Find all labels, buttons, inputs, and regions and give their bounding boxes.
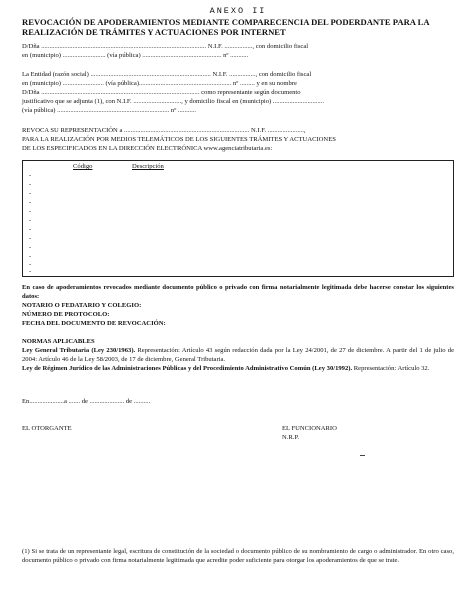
norms-heading: NORMAS APLICABLES [22,338,95,345]
entity-line: en (municipio) ......................... (vía pública)........................................................ nº ......... y en su nombre [22,80,297,87]
procedures-table [22,160,454,277]
revocation-note: En caso de apoderamientos revocados mediante documento público o privado con firma notarialmente legitimada debe hacerse constar los siguientes datos: [22,284,454,300]
norm-title: Ley de Régimen Jurídico de las Administraciones Públicas y del Procedimiento Administrativo Común (Ley 30/1992). [22,365,353,372]
stray-mark [360,455,365,456]
annex-heading: ANEXO II [209,6,267,16]
footnote: (1) Si se trata de un representante legal, escritura de constitución de la sociedad o documento público de su nombramiento de cargo o administrador. En otro caso, documento público o privado con firma notarialmente legitimada que acredite poder suficiente para otorgar los apoderamientos de que se trate. [22,548,454,564]
norm-regimen-juridico [22,365,454,374]
description-column-header: Descripción [132,163,164,170]
table-row: - [29,208,32,215]
table-row: - [29,253,32,260]
norm-general-tributaria [22,347,454,364]
norm-title: Ley General Tributaria (Ley 230/1963). [22,347,136,354]
table-row: - [29,244,32,251]
grantor-signature-label: EL OTORGANTE [22,425,72,432]
table-row: - [29,261,32,268]
official-signature-label: EL FUNCIONARIO [282,425,337,432]
table-row: - [29,190,32,197]
protocol-label: NÚMERO DE PROTOCOLO: [22,311,110,318]
norm-text: Representación: Artículo 43 según redacción dada por la Ley 24/2001, de 27 de diciembre. A partir del 1 de julio de 2004: Artículo 46 de la Ley 58/2003, de 17 de diciembre, General Tributaria. [22,347,454,363]
entity-line: D/Dña ................................................................................................ como representante según documento [22,89,301,96]
place-date-line: En.....................a ....... de ..................... de .......... [22,398,151,405]
table-row: - [29,199,32,206]
table-row: - [29,226,32,233]
norm-text: Representación: Artículo 32. [352,365,430,372]
code-column-header: Código [73,163,93,170]
entity-line: justificativo que se adjunta (1), con N.I.F. ............................., y domicilio fiscal en (municipio) ............................... [22,98,325,105]
grantor-line: D/Dña .................................................................................................... N.I.F. ................., con domicilio fiscal [22,43,309,50]
notary-label: NOTARIO O FEDATARIO Y COLEGIO: [22,302,142,309]
revoke-line: DE LOS ESPECIFICADOS EN LA DIRECCIÓN ELECTRÓNICA www.agenciatributaria.es: [22,145,273,152]
nrp-label: N.R.P. [282,434,300,441]
revoke-line: REVOCA SU REPRESENTACIÓN a ............................................................................ N.I.F. ......................, [22,127,306,134]
table-row: - [29,268,32,275]
revoke-line: PARA LA REALIZACIÓN POR MEDIOS TELEMÁTICOS DE LOS SIGUIENTES TRÁMITES Y ACTUACIONES [22,136,336,143]
table-row: - [29,235,32,242]
grantor-line: en (municipio) .......................... (vía pública) ................................................ nº ........... [22,52,249,59]
table-row: - [29,217,32,224]
entity-line: (vía pública) .................................................................... nº ........... [22,107,197,114]
document-title: REVOCACIÓN DE APODERAMIENTOS MEDIANTE COMPARECENCIA DEL PODERDANTE PARA LA REALIZACIÓN DE TRÁMITES Y ACTUACIONES POR INTERNET [22,17,430,37]
revocation-date-label: FECHA DEL DOCUMENTO DE REVOCACIÓN: [22,320,166,327]
table-row: - [29,181,32,188]
table-row: - [29,172,32,179]
entity-line: La Entidad (razón social) ......................................................................... N.I.F. ................, con domicilio fiscal [22,71,312,78]
